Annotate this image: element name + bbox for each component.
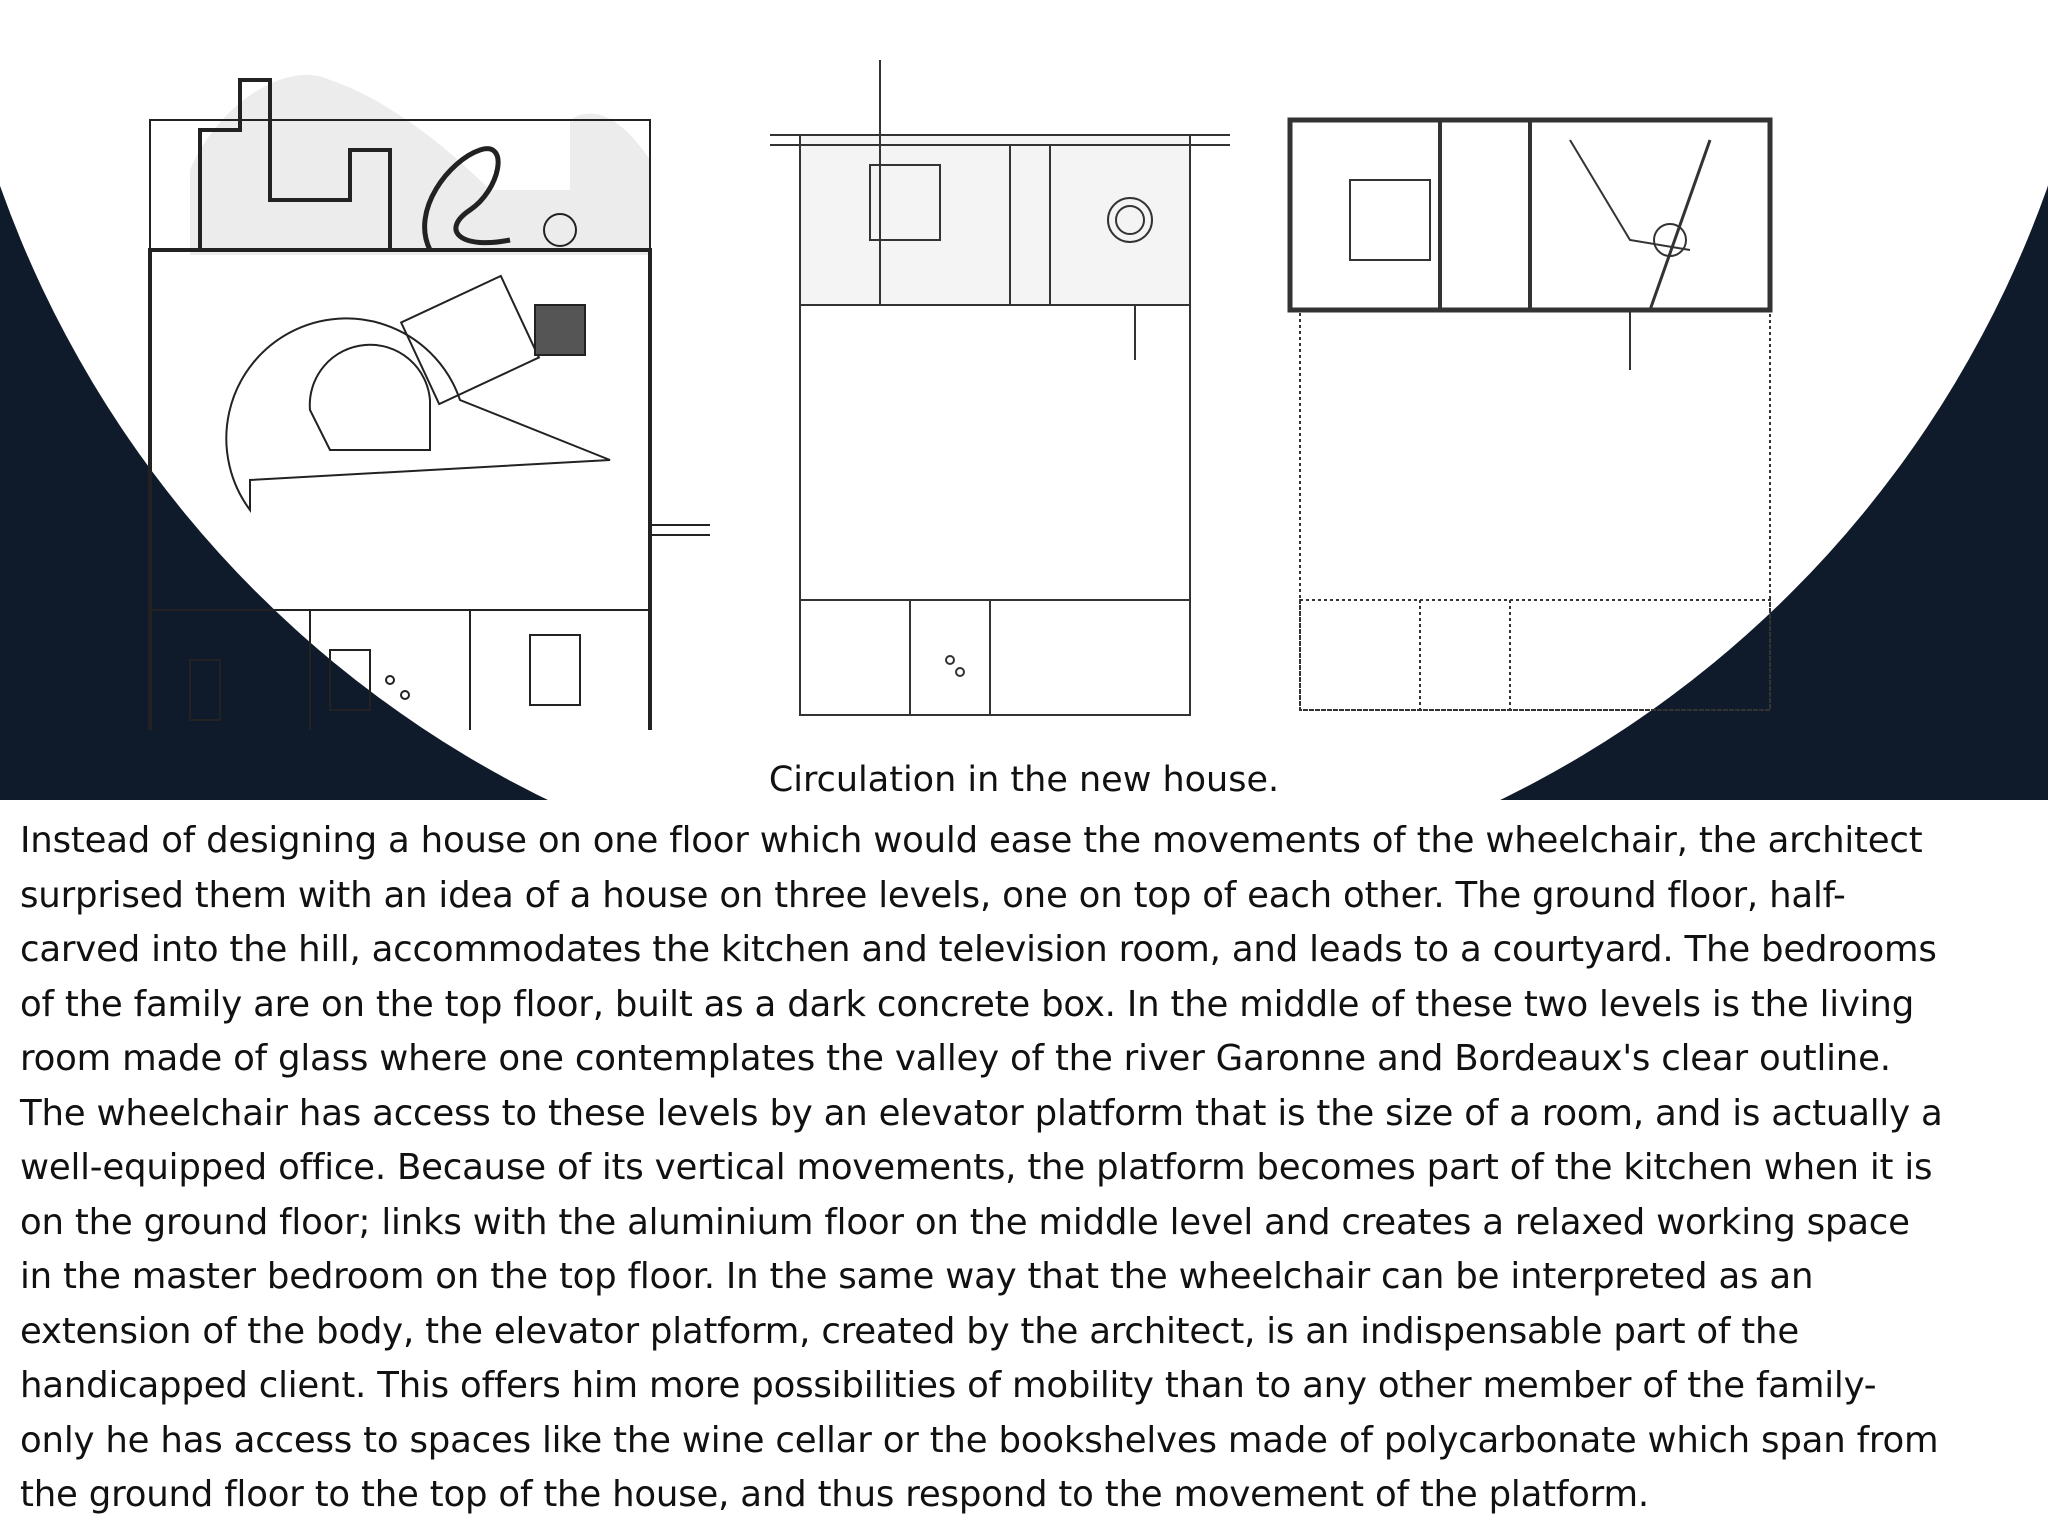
text-line: carved into the hill, accommodates the kitchen and television room, and leads to a courtyard. The bedrooms xyxy=(20,929,1937,970)
ground-floor-plan xyxy=(150,75,710,730)
figure-caption: Circulation in the new house. xyxy=(768,760,1280,800)
text-line: the ground floor to the top of the house, and thus respond to the movement of the platform. xyxy=(20,1474,1649,1515)
text-line: in the master bedroom on the top floor. In the same way that the wheelchair can be interpreted as an xyxy=(20,1256,1814,1297)
text-line: The wheelchair has access to these levels by an elevator platform that is the size of a room, and is actually a xyxy=(20,1092,1943,1134)
floor-plans-figure xyxy=(130,40,1960,730)
text-line: of the family are on the top floor, built as a dark concrete box. In the middle of these two levels is the living xyxy=(20,983,1915,1025)
text-line: surprised them with an idea of a house on three levels, one on top of each other. The ground floor, half- xyxy=(20,874,1846,916)
text-line: well-equipped office. Because of its vertical movements, the platform becomes part of the kitchen when it is xyxy=(20,1147,1933,1188)
top-floor-plan xyxy=(1290,120,1770,710)
text-line: Instead of designing a house on one floor which would ease the movements of the wheelchair, the architect xyxy=(20,820,1923,861)
text-line: extension of the body, the elevator platform, created by the architect, is an indispensable part of the xyxy=(20,1310,1799,1352)
text-line: handicapped client. This offers him more possibilities of mobility than to any other member of the family- xyxy=(20,1365,1877,1406)
middle-level-plan xyxy=(770,60,1230,715)
text-line: only he has access to spaces like the wine cellar or the bookshelves made of polycarbonate which span from xyxy=(20,1419,1939,1461)
text-line: room made of glass where one contemplates the valley of the river Garonne and Bordeaux's clear outline. xyxy=(20,1038,1891,1079)
body-paragraph xyxy=(20,814,2036,1523)
text-line: on the ground floor; links with the aluminium floor on the middle level and creates a relaxed working space xyxy=(20,1201,1910,1243)
